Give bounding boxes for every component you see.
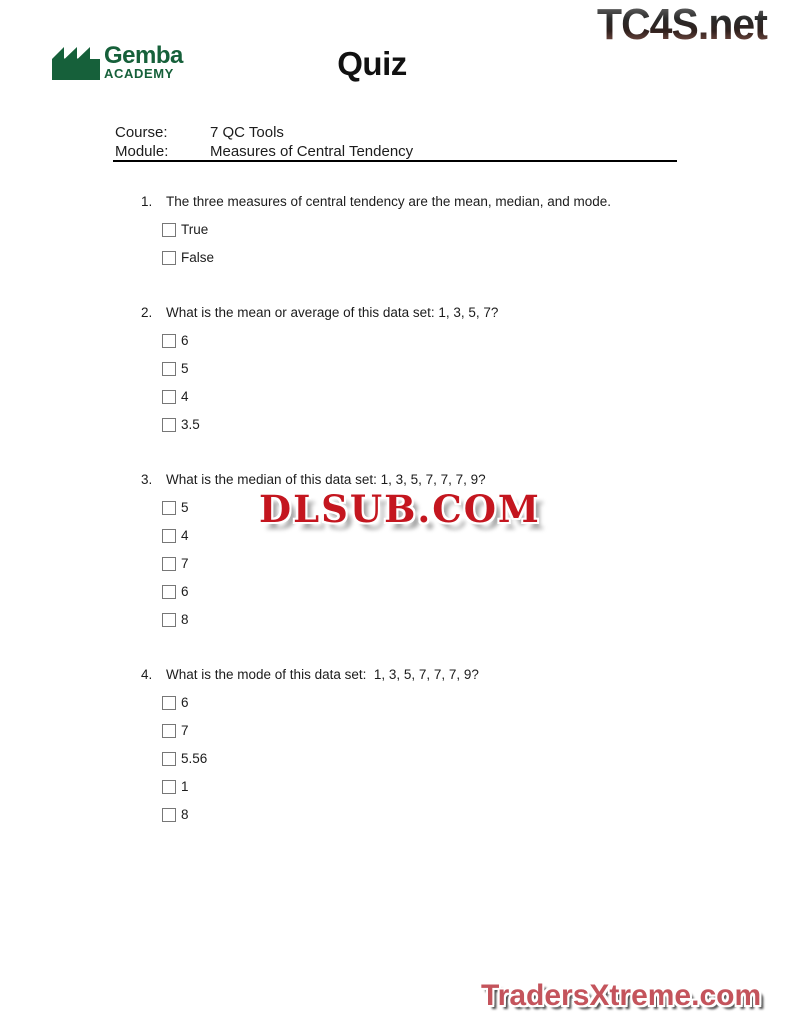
question-text: What is the mean or average of this data set: 1, 3, 5, 7? <box>166 305 499 320</box>
answer-option <box>162 556 720 571</box>
answer-option <box>162 723 720 738</box>
checkbox[interactable] <box>162 418 176 432</box>
option-label: 7 <box>181 723 189 738</box>
option-label: 5 <box>181 361 189 376</box>
option-label: 5.56 <box>181 751 208 766</box>
checkbox[interactable] <box>162 585 176 599</box>
question-number: 1. <box>141 194 153 209</box>
answer-option <box>162 222 720 237</box>
option-label: 6 <box>181 584 189 599</box>
checkbox[interactable] <box>162 724 176 738</box>
checkbox[interactable] <box>162 390 176 404</box>
question-block <box>0 305 720 432</box>
option-label: 6 <box>181 695 189 710</box>
checkbox[interactable] <box>162 334 176 348</box>
checkbox[interactable] <box>162 696 176 710</box>
logo-name: Gemba <box>104 42 183 69</box>
answer-option <box>162 250 720 265</box>
answer-option <box>162 361 720 376</box>
question-text: The three measures of central tendency are the mean, median, and mode. <box>166 194 612 209</box>
option-label: False <box>181 250 215 265</box>
watermark-tradersxtreme: TradersXtreme.com <box>481 979 762 1012</box>
page-title: Quiz <box>337 45 407 82</box>
answer-option <box>162 695 720 710</box>
question-number: 2. <box>141 305 153 320</box>
option-label: 4 <box>181 528 189 543</box>
option-label: 8 <box>181 807 189 822</box>
answer-option <box>162 807 720 822</box>
course-label: Course: <box>115 124 168 141</box>
question-number: 4. <box>141 667 153 682</box>
checkbox[interactable] <box>162 529 176 543</box>
answer-option <box>162 417 720 432</box>
answer-option <box>162 751 720 766</box>
checkbox[interactable] <box>162 362 176 376</box>
option-label: 3.5 <box>181 417 200 432</box>
answer-option <box>162 333 720 348</box>
checkbox[interactable] <box>162 251 176 265</box>
logo-subtitle: ACADEMY <box>104 66 174 81</box>
checkbox[interactable] <box>162 780 176 794</box>
question-block <box>0 667 720 822</box>
answer-option <box>162 779 720 794</box>
module-label: Module: <box>115 143 169 160</box>
option-label: 5 <box>181 500 189 515</box>
checkbox[interactable] <box>162 808 176 822</box>
checkbox[interactable] <box>162 501 176 515</box>
module-value: Measures of Central Tendency <box>210 143 414 160</box>
question-block <box>0 194 720 265</box>
answer-option <box>162 584 720 599</box>
header-divider <box>113 160 677 162</box>
checkbox[interactable] <box>162 752 176 766</box>
question-text: What is the mode of this data set: 1, 3, 5, 7, 7, 7, 9? <box>166 667 479 682</box>
question-text: What is the median of this data set: 1, 3, 5, 7, 7, 7, 9? <box>166 472 486 487</box>
option-label: 6 <box>181 333 189 348</box>
course-value: 7 QC Tools <box>210 124 284 141</box>
question-number: 3. <box>141 472 153 487</box>
option-label: 8 <box>181 612 189 627</box>
checkbox[interactable] <box>162 557 176 571</box>
option-label: True <box>181 222 209 237</box>
answer-option <box>162 612 720 627</box>
checkbox[interactable] <box>162 613 176 627</box>
watermark-tc4s: TC4S.net <box>597 0 783 50</box>
option-label: 1 <box>181 779 189 794</box>
checkbox[interactable] <box>162 223 176 237</box>
option-label: 4 <box>181 389 189 404</box>
option-label: 7 <box>181 556 189 571</box>
watermark-dlsub: DLSUB.COM <box>259 487 541 531</box>
answer-option <box>162 389 720 404</box>
